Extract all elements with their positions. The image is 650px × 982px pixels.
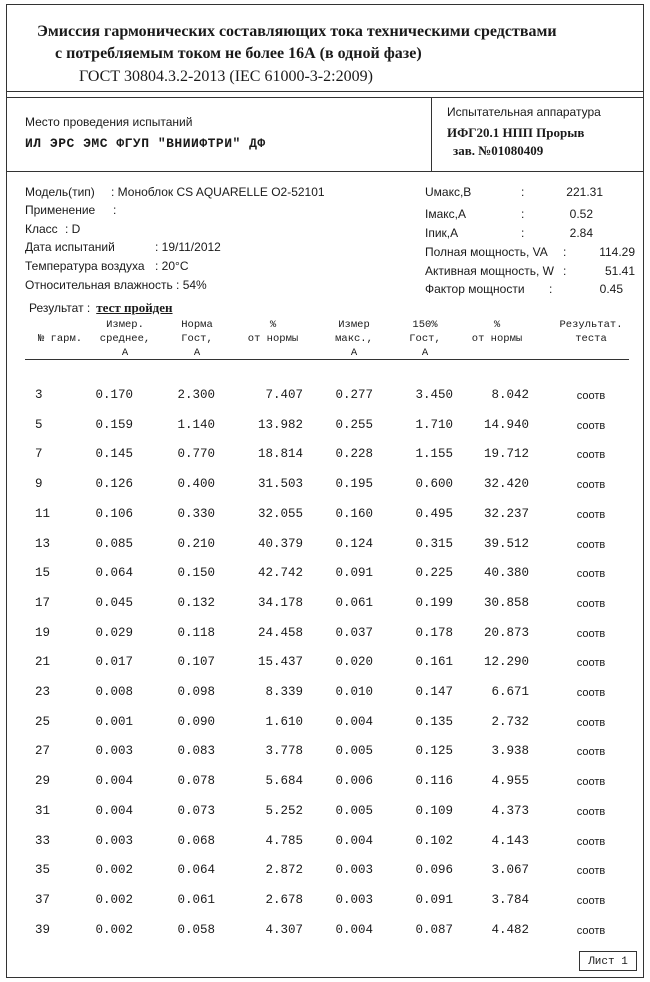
- table-cell: 5.684: [265, 774, 303, 789]
- table-cell: 0.195: [335, 477, 373, 492]
- equipment-name: ИФГ20.1 НПП Прорыв: [447, 125, 585, 140]
- header-text: № гарм.: [37, 333, 83, 345]
- table-cell: 5.252: [265, 803, 303, 818]
- table-row: [7, 893, 643, 913]
- header-text: среднее,: [99, 333, 151, 345]
- measurement-label: Полная мощность, VA: [425, 245, 548, 259]
- table-cell: 0.225: [415, 566, 453, 581]
- table-cell: 0.160: [335, 506, 373, 521]
- table-cell: 31.503: [257, 477, 303, 492]
- header-text: А: [421, 347, 429, 359]
- table-cell: соотв: [576, 805, 606, 818]
- measurement-value: 221.31: [566, 185, 603, 199]
- equipment-label: Испытательная аппаратура: [447, 105, 601, 119]
- table-cell: 0.008: [95, 685, 133, 699]
- measurement-value: 2.84: [569, 226, 593, 240]
- table-cell: 0.010: [335, 685, 373, 699]
- equipment-serial: зав. №01080409: [453, 143, 544, 158]
- table-cell: 0.228: [335, 447, 373, 462]
- table-row: [7, 834, 643, 854]
- table-cell: 0.106: [95, 506, 133, 521]
- table-cell: 37: [35, 892, 51, 907]
- header-text: Измер.: [106, 319, 144, 331]
- date-label: Дата испытаний: [25, 240, 115, 254]
- header-percent-norm-2: [459, 318, 535, 346]
- table-cell: 0.210: [177, 536, 215, 551]
- table-cell: 24.458: [257, 625, 303, 640]
- table-cell: соотв: [576, 419, 606, 432]
- table-cell: 32.237: [483, 506, 529, 521]
- table-cell: 0.064: [95, 566, 133, 581]
- table-row: [7, 715, 643, 735]
- header-text: от нормы: [471, 333, 523, 345]
- table-cell: 7.407: [265, 388, 303, 402]
- header-text: макс.,: [335, 333, 373, 345]
- report-page: [6, 4, 644, 978]
- table-cell: 1.710: [415, 417, 453, 432]
- table-cell: 11: [35, 506, 51, 521]
- table-cell: 0.330: [177, 506, 215, 521]
- place-label: Место проведения испытаний: [25, 115, 193, 129]
- table-cell: 3.450: [415, 388, 453, 402]
- header-text: %: [493, 319, 501, 331]
- header-text: А: [121, 347, 129, 359]
- table-cell: 3.778: [265, 744, 303, 759]
- table-cell: 0.004: [335, 833, 373, 848]
- table-cell: 1.140: [177, 417, 215, 432]
- table-cell: 0.003: [95, 744, 133, 759]
- divider-top-double: [7, 97, 643, 98]
- table-cell: 0.087: [415, 922, 453, 937]
- table-cell: 0.073: [177, 803, 215, 818]
- temperature-value: : 20°C: [155, 259, 189, 273]
- table-cell: соотв: [576, 449, 606, 462]
- table-row: [7, 685, 643, 705]
- header-text: Норма: [181, 319, 213, 331]
- table-row: [7, 804, 643, 824]
- table-cell: 6.671: [491, 685, 529, 699]
- table-cell: 0.125: [415, 744, 453, 759]
- measurement-value: 0.45: [599, 282, 623, 296]
- table-cell: соотв: [576, 538, 606, 551]
- table-cell: 0.006: [335, 774, 373, 789]
- table-cell: 12.290: [483, 655, 529, 670]
- title-line-1: Эмиссия гармонических составляющих тока техническими средствами: [37, 23, 557, 40]
- table-cell: 0.135: [415, 714, 453, 729]
- table-cell: 3.784: [491, 892, 529, 907]
- measurement-label: Iмакс,А: [425, 207, 466, 221]
- model-value: : Моноблок CS AQUARELLE O2-52101: [111, 185, 325, 199]
- table-cell: 2.732: [491, 714, 529, 729]
- table-cell: 0.003: [95, 833, 133, 848]
- table-cell: 18.814: [257, 447, 303, 462]
- table-cell: 9: [35, 477, 43, 492]
- temperature-label: Температура воздуха: [25, 259, 145, 273]
- table-cell: 3: [35, 388, 43, 402]
- table-cell: 4.785: [265, 833, 303, 848]
- table-cell: соотв: [576, 627, 606, 640]
- date-value: : 19/11/2012: [155, 240, 221, 254]
- table-cell: 0.170: [95, 388, 133, 402]
- table-cell: 0.002: [95, 922, 133, 937]
- table-cell: 29: [35, 774, 51, 789]
- header-norm-gost: [167, 318, 227, 360]
- measurement-colon: :: [549, 282, 553, 296]
- table-cell: 0.002: [95, 892, 133, 907]
- table-cell: 35: [35, 863, 51, 878]
- header-text: Гост,: [181, 333, 213, 345]
- measurement-label: Iпик,А: [425, 226, 459, 240]
- header-text: А: [350, 347, 358, 359]
- measurement-colon: :: [521, 185, 525, 199]
- table-row: [7, 655, 643, 675]
- divider-vertical: [431, 97, 432, 171]
- table-row: [7, 418, 643, 438]
- table-cell: 0.147: [415, 685, 453, 699]
- table-cell: 0.029: [95, 625, 133, 640]
- table-cell: 30.858: [483, 595, 529, 610]
- table-cell: 0.001: [95, 714, 133, 729]
- table-cell: соотв: [576, 390, 606, 402]
- place-value: ИЛ ЭРС ЭМС ФГУП "ВНИИФТРИ" ДФ: [25, 136, 266, 151]
- table-cell: соотв: [576, 746, 606, 759]
- header-text: от нормы: [247, 333, 299, 345]
- table-cell: 39: [35, 922, 51, 937]
- measurement-colon: :: [521, 207, 525, 221]
- table-cell: 0.255: [335, 417, 373, 432]
- table-cell: 4.143: [491, 833, 529, 848]
- table-cell: 7: [35, 447, 43, 462]
- table-cell: соотв: [576, 479, 606, 492]
- measurement-colon: :: [563, 245, 567, 259]
- class-label: Класс: [25, 222, 58, 236]
- table-cell: 0.037: [335, 625, 373, 640]
- measurement-label: Активная мощность, W: [425, 264, 554, 278]
- table-cell: соотв: [576, 687, 606, 699]
- table-cell: 0.058: [177, 922, 215, 937]
- table-row: [7, 744, 643, 764]
- model-label: Модель(тип): [25, 185, 95, 199]
- measurement-label: Uмакс,В: [425, 185, 472, 199]
- table-cell: соотв: [576, 568, 606, 581]
- table-cell: 0.118: [177, 625, 215, 640]
- table-row: [7, 507, 643, 527]
- table-cell: 0.061: [177, 892, 215, 907]
- table-cell: 19: [35, 625, 51, 640]
- table-row: [7, 477, 643, 497]
- table-cell: 0.400: [177, 477, 215, 492]
- table-cell: 0.020: [335, 655, 373, 670]
- measurement-colon: :: [563, 264, 567, 278]
- table-cell: 0.085: [95, 536, 133, 551]
- header-measured-max: [325, 318, 383, 360]
- table-row: [7, 566, 643, 586]
- header-text: %: [269, 319, 277, 331]
- table-cell: 17: [35, 595, 51, 610]
- table-cell: соотв: [576, 716, 606, 729]
- table-cell: соотв: [576, 597, 606, 610]
- table-cell: 0.145: [95, 447, 133, 462]
- table-cell: 5: [35, 417, 43, 432]
- table-cell: 14.940: [483, 417, 529, 432]
- table-cell: 0.090: [177, 714, 215, 729]
- table-cell: 0.495: [415, 506, 453, 521]
- header-measured-average: [91, 318, 159, 360]
- table-cell: 0.005: [335, 803, 373, 818]
- table-cell: 40.380: [483, 566, 529, 581]
- table-cell: соотв: [576, 776, 606, 789]
- table-cell: 32.420: [483, 477, 529, 492]
- table-cell: 0.150: [177, 566, 215, 581]
- table-cell: 0.109: [415, 803, 453, 818]
- table-cell: 0.091: [335, 566, 373, 581]
- table-cell: 0.091: [415, 892, 453, 907]
- table-cell: 0.199: [415, 595, 453, 610]
- title-line-3: ГОСТ 30804.3.2-2013 (IEC 61000-3-2:2009): [79, 68, 373, 85]
- table-cell: соотв: [576, 508, 606, 521]
- table-cell: 0.096: [415, 863, 453, 878]
- table-cell: 0.126: [95, 477, 133, 492]
- table-cell: 0.003: [335, 863, 373, 878]
- divider-mid: [7, 171, 643, 172]
- table-cell: 3.067: [491, 863, 529, 878]
- table-cell: 0.064: [177, 863, 215, 878]
- table-row: [7, 388, 643, 408]
- table-cell: 1.610: [265, 714, 303, 729]
- measurement-value: 114.29: [599, 245, 635, 259]
- header-text: теста: [575, 333, 607, 345]
- table-cell: 0.083: [177, 744, 215, 759]
- divider-top: [7, 91, 643, 92]
- table-cell: 23: [35, 685, 51, 699]
- table-cell: 1.155: [415, 447, 453, 462]
- table-cell: 0.004: [95, 803, 133, 818]
- table-cell: 0.003: [335, 892, 373, 907]
- usage-label: Применение: [25, 203, 96, 217]
- table-cell: 0.061: [335, 595, 373, 610]
- humidity-text: Относительная влажность : 54%: [25, 278, 207, 292]
- table-cell: 0.098: [177, 685, 215, 699]
- measurement-colon: :: [521, 226, 525, 240]
- table-cell: 0.116: [415, 774, 453, 789]
- table-cell: 2.872: [265, 863, 303, 878]
- table-cell: 27: [35, 744, 51, 759]
- measurement-label: Фактор мощности: [425, 282, 525, 296]
- table-cell: 25: [35, 714, 51, 729]
- table-cell: 20.873: [483, 625, 529, 640]
- table-cell: 0.770: [177, 447, 215, 462]
- result-label: Результат :: [29, 301, 91, 315]
- sheet-number: Лист 1: [579, 951, 637, 971]
- table-cell: 0.005: [335, 744, 373, 759]
- table-row: [7, 596, 643, 616]
- table-cell: 15.437: [257, 655, 303, 670]
- table-row: [7, 923, 643, 943]
- header-150-gost: [397, 318, 453, 360]
- header-text: Результат.: [559, 319, 623, 331]
- class-value: : D: [65, 222, 81, 236]
- table-cell: 0.045: [95, 595, 133, 610]
- table-cell: 0.002: [95, 863, 133, 878]
- table-cell: 13.982: [257, 417, 303, 432]
- table-cell: 39.512: [483, 536, 529, 551]
- table-cell: соотв: [576, 865, 606, 878]
- table-cell: 0.004: [335, 922, 373, 937]
- table-cell: 15: [35, 566, 51, 581]
- table-cell: 8.042: [491, 388, 529, 402]
- table-cell: 13: [35, 536, 51, 551]
- table-row: [7, 863, 643, 883]
- table-cell: 0.178: [415, 625, 453, 640]
- table-cell: 8.339: [265, 685, 303, 699]
- usage-value: :: [113, 203, 117, 217]
- table-cell: 0.159: [95, 417, 133, 432]
- table-cell: 42.742: [257, 566, 303, 581]
- header-percent-norm-1: [235, 318, 311, 346]
- table-cell: 40.379: [257, 536, 303, 551]
- table-cell: соотв: [576, 835, 606, 848]
- table-cell: 0.277: [335, 388, 373, 402]
- measurement-value: 51.41: [604, 264, 635, 278]
- table-cell: 0.132: [177, 595, 215, 610]
- header-text: А: [193, 347, 201, 359]
- table-cell: 0.068: [177, 833, 215, 848]
- table-cell: 0.600: [415, 477, 453, 492]
- table-cell: 0.078: [177, 774, 215, 789]
- table-cell: 33: [35, 833, 51, 848]
- test-result: [29, 300, 173, 316]
- table-header-divider: [25, 359, 629, 360]
- table-cell: соотв: [576, 924, 606, 937]
- header-test-result: [547, 318, 635, 346]
- table-cell: 0.004: [335, 714, 373, 729]
- measurement-value: 0.52: [569, 207, 593, 221]
- result-value: тест пройден: [96, 300, 173, 315]
- table-cell: 19.712: [483, 447, 529, 462]
- table-cell: 31: [35, 803, 51, 818]
- table-cell: 34.178: [257, 595, 303, 610]
- table-cell: 21: [35, 655, 51, 670]
- table-cell: 0.107: [177, 655, 215, 670]
- table-row: [7, 447, 643, 467]
- table-cell: соотв: [576, 657, 606, 670]
- header-text: Гост,: [409, 333, 441, 345]
- header-harmonic-number: [29, 332, 91, 346]
- table-cell: 0.161: [415, 655, 453, 670]
- table-cell: 0.315: [415, 536, 453, 551]
- table-cell: 4.307: [265, 922, 303, 937]
- header-text: Измер: [338, 319, 370, 331]
- table-cell: 0.004: [95, 774, 133, 789]
- table-row: [7, 537, 643, 557]
- table-row: [7, 774, 643, 794]
- table-cell: 32.055: [257, 506, 303, 521]
- table-cell: 4.955: [491, 774, 529, 789]
- table-cell: 0.124: [335, 536, 373, 551]
- title-line-2: с потребляемым током не более 16А (в одной фазе): [55, 45, 422, 62]
- table-cell: 2.678: [265, 892, 303, 907]
- table-cell: соотв: [576, 894, 606, 907]
- table-cell: 4.373: [491, 803, 529, 818]
- table-row: [7, 626, 643, 646]
- table-cell: 3.938: [491, 744, 529, 759]
- table-cell: 0.017: [95, 655, 133, 670]
- header-text: 150%: [412, 319, 438, 331]
- table-cell: 4.482: [491, 922, 529, 937]
- table-cell: 2.300: [177, 388, 215, 402]
- table-cell: 0.102: [415, 833, 453, 848]
